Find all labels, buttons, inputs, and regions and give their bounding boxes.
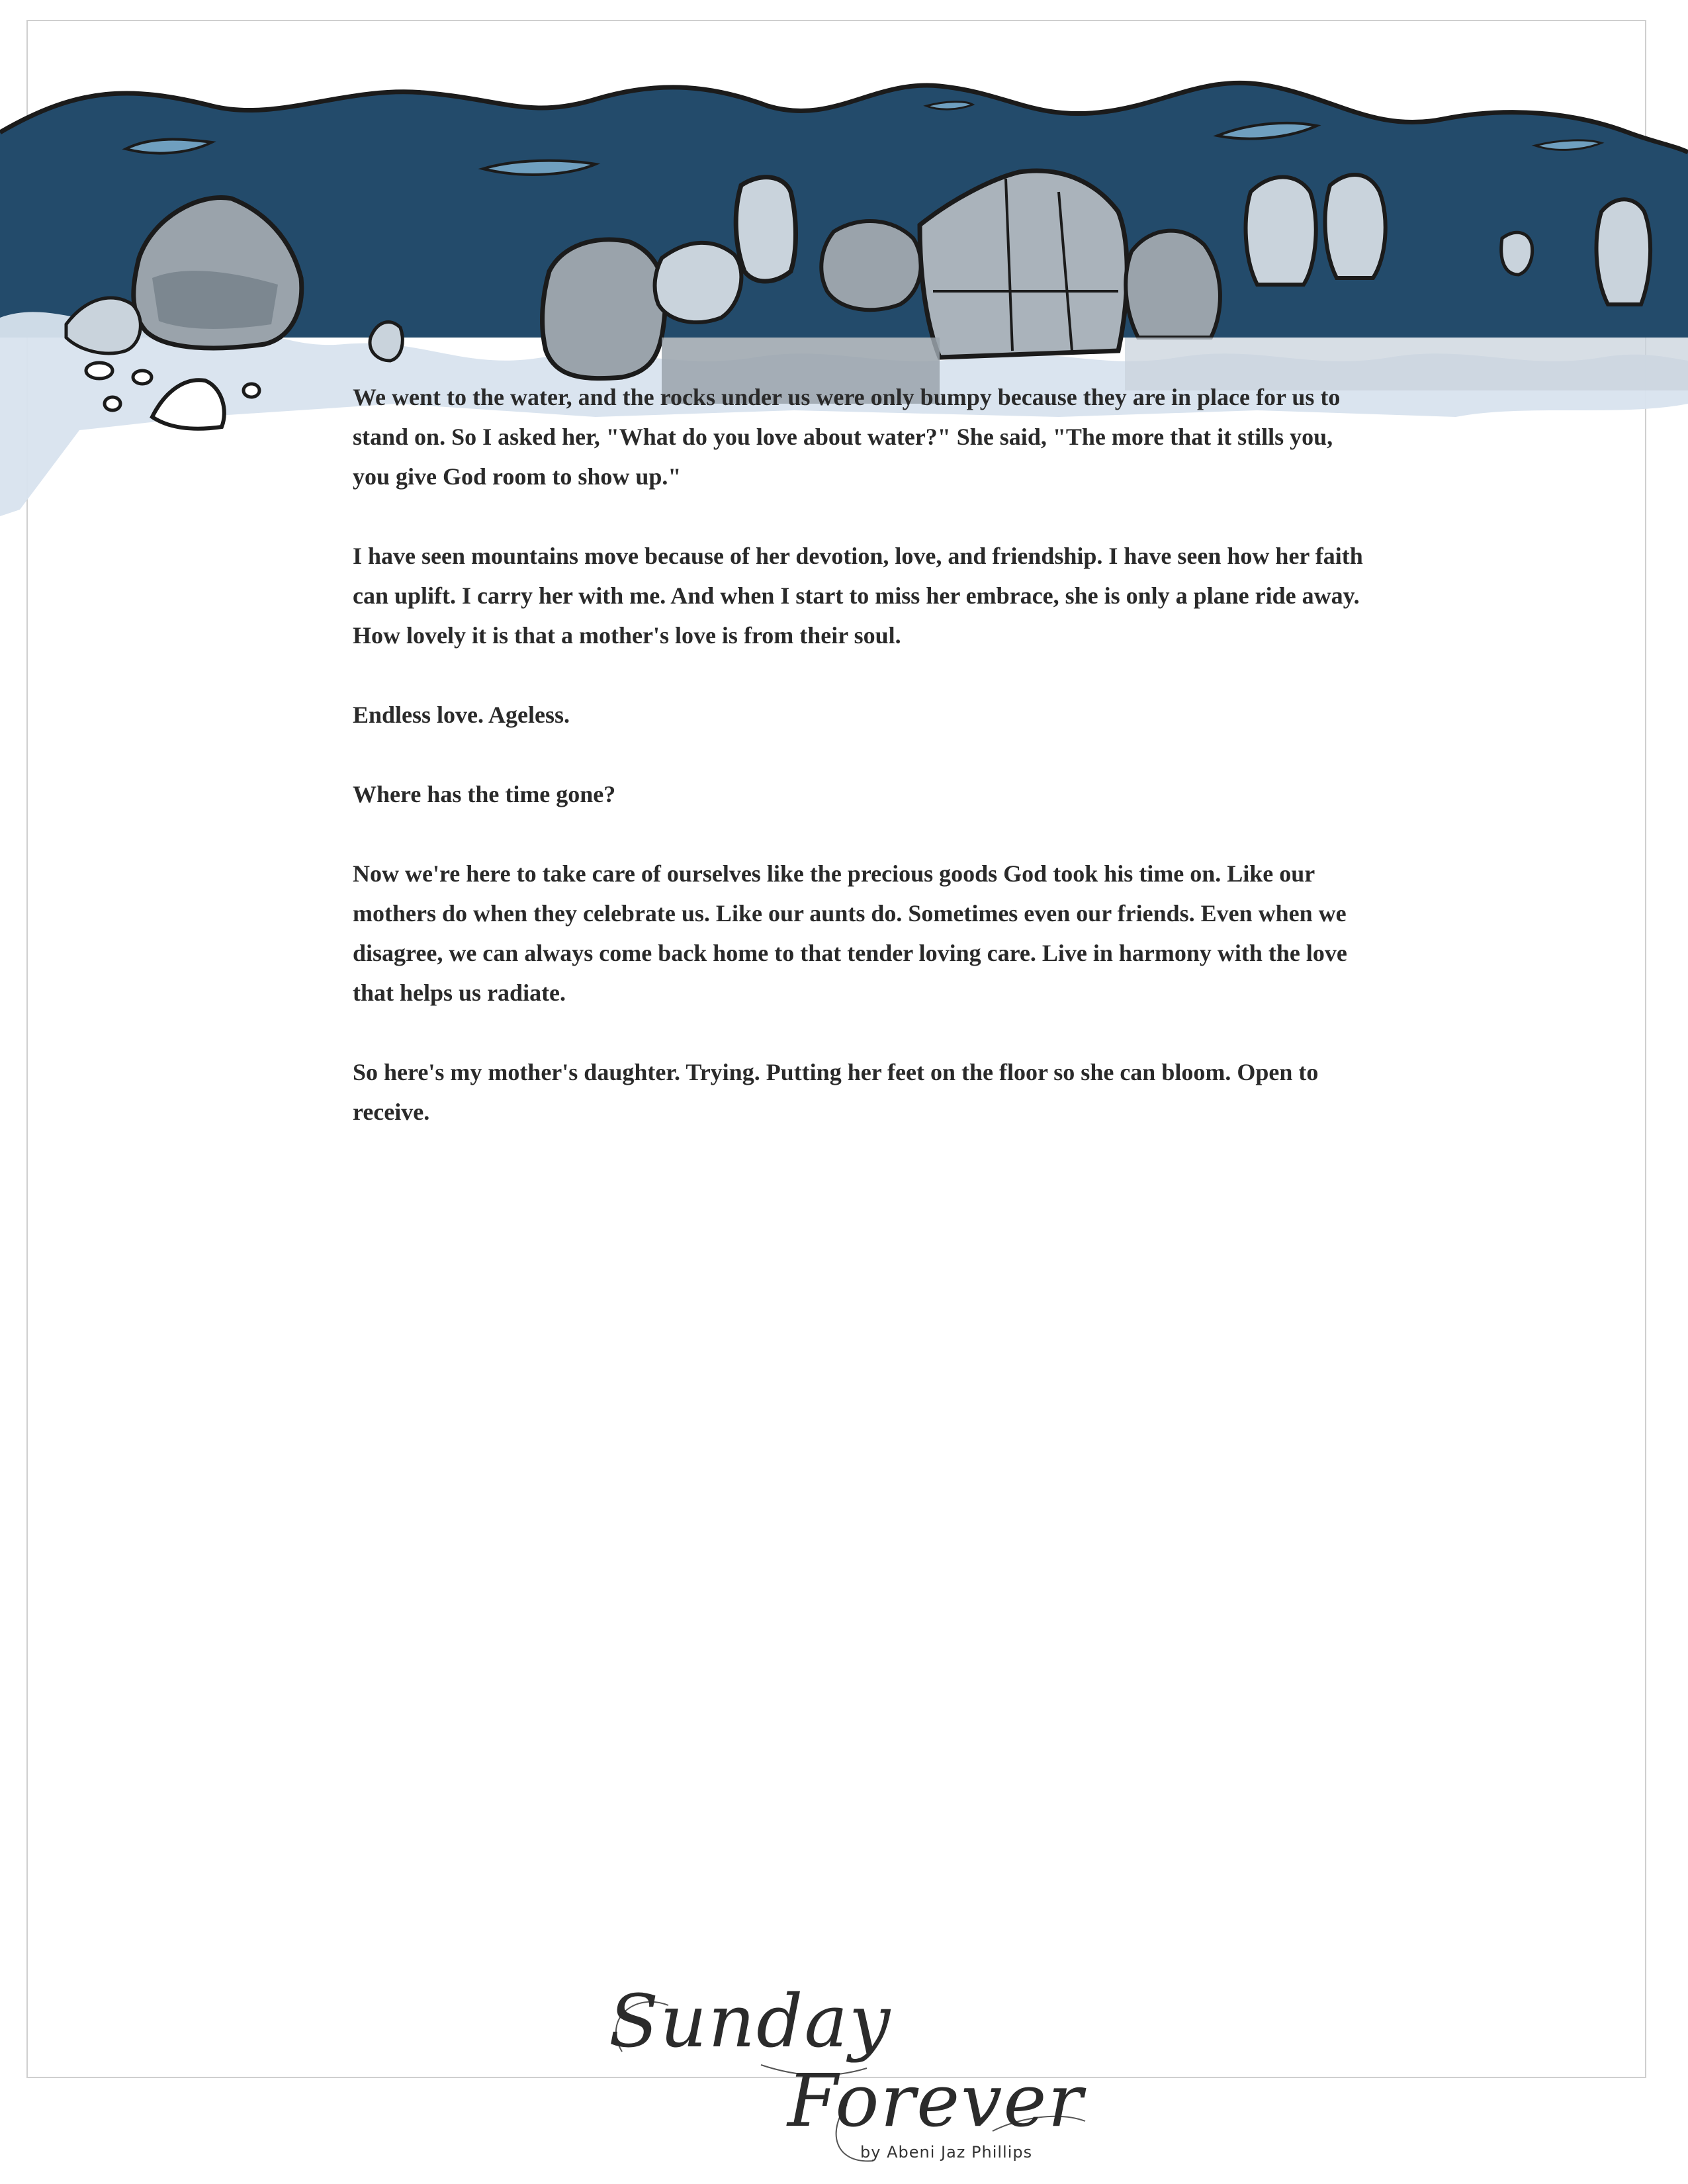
author-byline: by Abeni Jaz Phillips xyxy=(860,2143,1033,2161)
paragraph-3: Endless love. Ageless. xyxy=(353,702,570,728)
paragraph-5: Now we're here to take care of ourselves like the precious goods God took his time on. Like our mothers do when they celebrate us. Like our aunts do. Sometimes even our friends. Even when we disagree, we can always come back home to that tender loving care. Live in harmony with the love that helps us radiate. xyxy=(353,860,1347,1006)
logo-word-sunday: Sunday xyxy=(609,1979,892,2064)
letter-body xyxy=(353,377,1365,1171)
paragraph-4: Where has the time gone? xyxy=(353,781,616,807)
paragraph-2: I have seen mountains move because of her devotion, love, and friendship. I have seen how her faith can uplift. I carry her with me. And when I start to miss her embrace, she is only a plane ride away. How lovely it is that a mother's love is from their soul. xyxy=(353,543,1363,649)
logo-word-forever: Forever xyxy=(787,2058,1085,2143)
sunday-forever-logo xyxy=(596,1979,1098,2177)
paragraph-1: We went to the water, and the rocks under us were only bumpy because they are in place for us to stand on. So I asked her, "What do you love about water?" She said, "The more that it stills you, you give God room to show up." xyxy=(353,384,1341,490)
paragraph-6: So here's my mother's daughter. Trying. Putting her feet on the floor so she can bloom. Open to receive. xyxy=(353,1059,1319,1125)
